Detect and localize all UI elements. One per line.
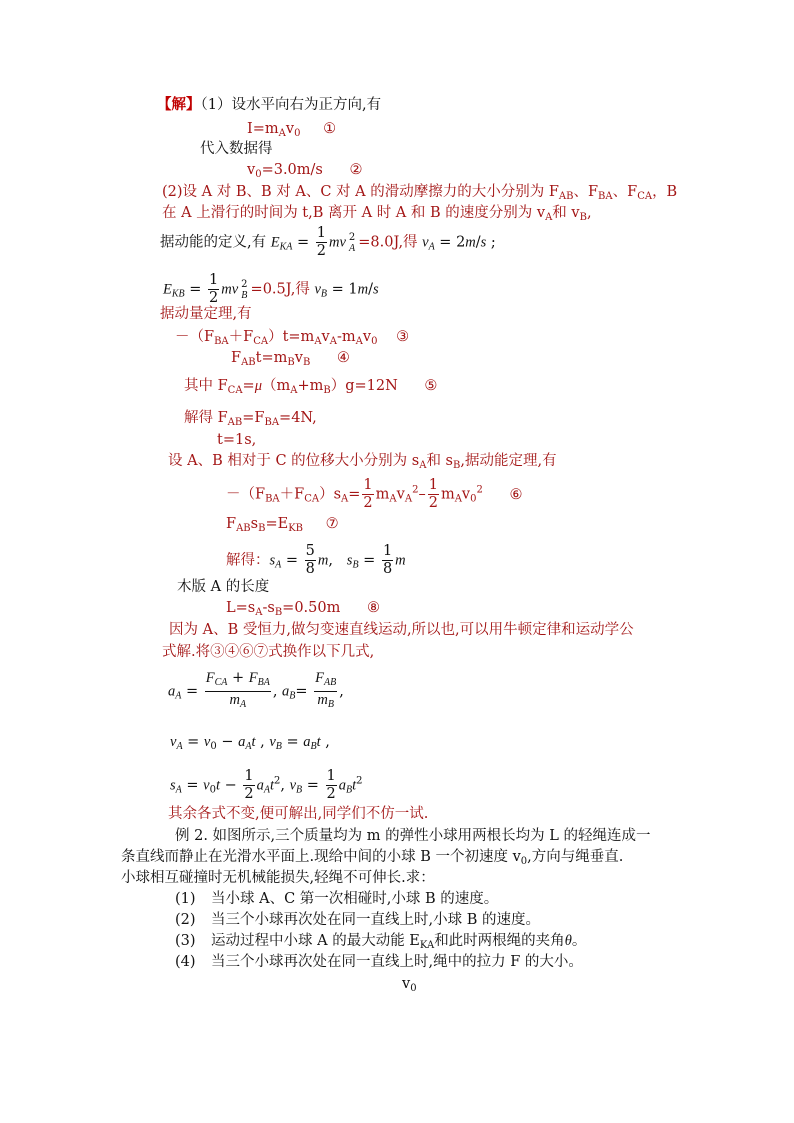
equals: =	[302, 777, 324, 794]
slash: /	[475, 234, 481, 251]
subscript: A	[290, 385, 298, 396]
symbol: t	[251, 734, 256, 750]
superscript: 2	[348, 231, 356, 243]
symbol: mv	[328, 234, 346, 251]
eq-text: =3.0m/s	[261, 162, 323, 178]
text: ,方向与绳垂直.	[527, 849, 624, 865]
eq-text: ）s	[319, 486, 342, 503]
p2-text: ,	[586, 205, 592, 221]
text: 设 A、B 相对于 C 的位移大小分别为 s	[168, 453, 420, 469]
subscript: A	[175, 690, 182, 702]
eq-text: F	[231, 350, 242, 366]
circled-number: ③	[396, 329, 410, 345]
numerator	[314, 670, 337, 692]
subscript: B	[274, 607, 283, 618]
eq-text: ＋F	[279, 486, 305, 503]
subscript: BA	[265, 493, 280, 505]
denominator: 8	[305, 561, 315, 577]
eq-text: v	[247, 162, 256, 178]
subscript: A	[329, 336, 337, 347]
fraction	[314, 670, 337, 713]
question-number: (4)	[175, 954, 196, 970]
symbol: F	[205, 670, 215, 686]
superscript: 2	[412, 484, 419, 496]
equation-7	[226, 515, 339, 538]
subscript: 0	[371, 336, 378, 347]
numerator: 1	[316, 225, 326, 241]
fraction	[316, 225, 327, 260]
subscript: KA	[279, 241, 293, 253]
subscript: B	[287, 357, 295, 368]
example2-line3: 小球相互碰撞时无机械能损失,轻绳不可伸长.求：	[121, 870, 435, 886]
subscript: 0	[520, 856, 528, 867]
bracket-open: 【	[157, 96, 172, 113]
eq-text: v	[362, 329, 372, 345]
symbol: m	[229, 692, 240, 708]
equals: =	[281, 734, 304, 750]
text: 条直线而静止在光滑水平面上.现给中间的小球 B 一个初速度 v	[121, 849, 521, 865]
denominator: 2	[428, 495, 438, 511]
eq-text: =4N,	[279, 410, 317, 426]
example2-line2	[121, 848, 623, 871]
symbol: t	[215, 777, 220, 794]
sup-sub	[348, 232, 356, 254]
slash: /	[368, 281, 373, 298]
end: ,	[339, 683, 344, 700]
symbol: a	[338, 777, 346, 794]
subscript: AB	[236, 523, 251, 534]
symbol: v	[269, 734, 276, 750]
equals: =	[281, 552, 303, 569]
displacement-formulas	[170, 768, 363, 803]
eq-text: s	[250, 516, 259, 532]
question-text: 和此时两根绳的夹角	[434, 933, 565, 949]
separator: ,	[328, 552, 347, 569]
question-text: 当三个小球再次处在同一直线上时,小球 B 的速度。	[211, 912, 540, 928]
subscript: AB	[324, 677, 337, 688]
symbol: s	[170, 777, 176, 794]
equation-6	[226, 477, 522, 512]
eq-text: -m	[336, 329, 356, 345]
equation-8	[226, 599, 380, 622]
question-text: 运动过程中小球 A 的最大动能 E	[211, 933, 420, 949]
subscript: B	[327, 699, 334, 710]
p2-text: 在 A 上滑行的时间为 t,B 离开 A 时 A 和 B 的速度分别为 v	[162, 205, 546, 221]
numerator: 5	[305, 543, 315, 559]
subscript: A	[419, 460, 427, 471]
fraction	[362, 477, 373, 512]
comma: ,	[255, 734, 270, 750]
eq-text: m	[440, 486, 455, 503]
denominator: 2	[363, 495, 373, 511]
circled-number: ④	[336, 350, 350, 366]
eq-text: I=m	[247, 121, 279, 137]
symbol: a	[256, 777, 264, 794]
equals: =	[295, 683, 313, 700]
symbol: F	[248, 670, 258, 686]
subscript: KB	[288, 523, 304, 534]
subscript: A	[239, 699, 247, 710]
subscript: A	[176, 741, 183, 752]
fraction	[243, 768, 254, 803]
p2-text: 和 v	[552, 205, 580, 221]
unit: m	[357, 281, 369, 298]
subscript: BA	[598, 191, 613, 202]
eq-text: ＋F	[228, 329, 254, 345]
subscript: B	[310, 741, 317, 752]
subscript: A	[275, 559, 282, 571]
unit: m	[395, 552, 406, 569]
eq-text: （m	[261, 378, 291, 394]
subscript: B	[241, 289, 248, 301]
question-2	[175, 911, 540, 929]
subscript: CA	[253, 336, 269, 347]
subscript: CA	[304, 493, 320, 505]
subscript: B	[323, 385, 331, 396]
substitute-text: 代入数据得	[200, 141, 273, 157]
heading-text: （1）设水平向右为正方向,有	[200, 97, 382, 113]
eq-text: =	[242, 378, 255, 394]
subscript: AB	[227, 417, 243, 428]
board-length-text: 木版 A 的长度	[177, 579, 270, 595]
unit: s	[480, 234, 487, 251]
eq-text: =	[348, 486, 361, 503]
part2-line1	[162, 183, 677, 206]
subscript: A	[175, 784, 182, 796]
subscript: CA	[214, 677, 228, 688]
equation-5	[184, 377, 437, 400]
time-result: t=1s,	[217, 432, 257, 448]
eq-text: 其中 F	[184, 378, 228, 394]
eq-text: -s	[262, 600, 275, 616]
eq-text: v	[461, 486, 471, 503]
subscript: A	[355, 336, 363, 347]
question-text: 当小球 A、C 第一次相碰时,小球 B 的速度。	[211, 891, 499, 907]
fraction	[208, 272, 219, 307]
question-number: (1)	[175, 891, 196, 907]
symbol: v	[314, 281, 321, 298]
circled-number: ⑤	[424, 378, 438, 394]
p2-text: (2)设 A 对 B、B 对 A、C 对 A 的滑动摩擦力的大小分别为 F	[162, 184, 559, 200]
momentum-theorem-text: 据动量定理,有	[160, 306, 252, 322]
symbol: m	[317, 692, 328, 708]
equals: =	[181, 777, 204, 794]
subscript: 0	[294, 128, 301, 139]
subscript: 0	[410, 983, 417, 994]
subscript: A	[389, 493, 397, 505]
subscript: A	[454, 493, 462, 505]
acceleration-formulas	[168, 670, 344, 713]
circled-number: ⑥	[509, 486, 523, 503]
subscript: B	[579, 212, 587, 223]
subscript: 0	[255, 169, 262, 180]
displacement-intro	[168, 452, 557, 475]
subscript: B	[296, 784, 303, 796]
symbol: mv	[221, 281, 239, 298]
mu-symbol: μ	[254, 378, 262, 394]
numerator: 1	[428, 477, 438, 493]
symbol: s	[269, 552, 276, 569]
unit: m	[317, 552, 329, 569]
equals: =	[184, 281, 207, 298]
subscript: B	[302, 357, 311, 368]
p2-text: 、F	[573, 184, 599, 200]
subscript: BA	[214, 336, 229, 347]
symbol: v	[422, 234, 429, 251]
question-number: (2)	[175, 912, 196, 928]
eq-text: L=s	[226, 600, 256, 616]
plus: +	[227, 670, 249, 686]
question-text: 当三个小球再次处在同一直线上时,绳中的拉力 F 的大小。	[211, 954, 583, 970]
text: 式换作以下几式,	[268, 644, 375, 660]
text: 解得：	[226, 552, 270, 569]
solution-label: 解	[171, 96, 186, 113]
alternate-method-line1: 因为 A、B 受恒力,做匀变速直线运动,所以也,可以用牛顿定律和运动学公	[169, 622, 634, 638]
solution-heading	[157, 96, 381, 114]
subscript: A	[341, 493, 349, 505]
numerator: 1	[363, 477, 373, 493]
subscript: 0	[470, 493, 477, 505]
figure-label-v0	[402, 975, 417, 998]
text: 式解.将	[162, 644, 211, 660]
eq-text: m	[375, 486, 390, 503]
subscript: B	[289, 690, 296, 702]
value: =8.0J,得	[358, 234, 423, 251]
subscript: A	[428, 241, 435, 253]
subscript: A	[245, 741, 252, 752]
superscript: 2	[476, 484, 483, 496]
text: 和 s	[426, 453, 454, 469]
subscript: KB	[171, 288, 185, 300]
eq-text: =F	[242, 410, 265, 426]
symbol: a	[168, 683, 176, 700]
subscript: A	[314, 336, 322, 347]
p2-text: 、F	[612, 184, 638, 200]
denominator	[205, 692, 271, 713]
eq-text: =0.50m	[282, 600, 341, 616]
kinetic-energy-a	[160, 225, 496, 260]
question-1	[175, 890, 498, 908]
symbol: v	[203, 777, 210, 794]
sup-sub	[240, 279, 248, 301]
subscript: B	[345, 784, 353, 796]
subscript: B	[320, 288, 327, 300]
subscript: A	[278, 128, 286, 139]
eq-text: －（F	[175, 329, 215, 345]
subscript: BA	[264, 417, 280, 428]
subscript: 0	[209, 784, 216, 796]
fraction	[428, 477, 439, 512]
eq-text: –	[418, 486, 426, 503]
text: ,据动能定理,有	[460, 453, 557, 469]
kinetic-energy-b	[163, 272, 379, 307]
equation-4	[231, 349, 350, 372]
eq-text: v	[294, 350, 303, 366]
circled-number: ②	[349, 162, 363, 178]
solve-displacements	[226, 543, 406, 578]
comma: ,	[280, 777, 290, 794]
remaining-text: 其余各式不变,便可解出,同学们不仿一试.	[168, 806, 429, 822]
symbol: v	[289, 777, 297, 794]
subscript: A	[404, 493, 413, 505]
symbol: E	[270, 234, 280, 251]
numerator: 1	[326, 768, 336, 784]
superscript: 2	[356, 775, 363, 787]
equals: =	[292, 234, 314, 251]
symbol: v	[203, 734, 211, 750]
subscript: A	[349, 242, 356, 254]
fraction	[326, 768, 337, 803]
eq-text: v	[396, 486, 405, 503]
example2-line1: 例 2. 如图所示,三个质量均为 m 的弹性小球用两根长均为 L 的轻绳连成一	[175, 828, 651, 844]
fraction	[205, 670, 271, 713]
question-number: (3)	[175, 933, 196, 949]
result: = 2	[434, 234, 466, 251]
symbol: t	[352, 777, 357, 794]
symbol: t	[316, 734, 321, 750]
subscript: CA	[227, 385, 243, 396]
denominator: 2	[316, 243, 326, 259]
equals: =	[181, 683, 203, 700]
circled-number: ⑦	[325, 516, 339, 532]
bracket-close: 】	[186, 96, 201, 113]
subscript: A	[545, 212, 553, 223]
circled-number: ①	[323, 121, 337, 137]
eq-text: 解得 F	[184, 410, 228, 426]
eq-text: +m	[297, 378, 324, 394]
eq-text: ）g=12N	[330, 378, 398, 394]
symbol: F	[315, 670, 325, 686]
circled-numbers: ③④⑥⑦	[210, 644, 269, 660]
eq-text: =E	[265, 516, 289, 532]
denominator: 2	[244, 786, 254, 802]
subscript: AB	[241, 357, 256, 368]
ke-def-text: 据动能的定义,有	[160, 234, 271, 251]
eq-text: ）t=m	[268, 329, 315, 345]
subscript: A	[263, 784, 270, 796]
eq-text: v	[321, 329, 330, 345]
alternate-method-line2	[162, 643, 374, 661]
numerator: 1	[382, 543, 393, 559]
numerator	[205, 670, 271, 692]
velocity-formulas	[170, 733, 330, 756]
value: =0.5J,得	[250, 281, 315, 298]
symbol: t	[269, 777, 274, 794]
minus: −	[216, 734, 239, 750]
comma: ,	[272, 683, 283, 700]
denominator: 8	[382, 561, 393, 577]
superscript: 2	[273, 775, 281, 787]
symbol: a	[303, 734, 311, 750]
equation-2	[247, 161, 362, 184]
equals: =	[358, 552, 380, 569]
eq-text: t=m	[255, 350, 288, 366]
subscript: B	[453, 460, 461, 471]
question-text: 。	[571, 933, 587, 949]
fraction	[382, 543, 393, 578]
eq-text: F	[226, 516, 237, 532]
question-3	[175, 932, 586, 955]
subscript: A	[255, 607, 263, 618]
result: = 1	[326, 281, 358, 298]
denominator	[314, 692, 337, 713]
subscript: B	[352, 559, 359, 571]
theta-symbol: θ	[564, 933, 572, 949]
subscript: CA	[637, 191, 653, 202]
subscript: B	[275, 741, 282, 752]
question-4	[175, 953, 583, 971]
superscript: 2	[241, 278, 248, 290]
subscript: KA	[419, 940, 435, 951]
equation-3	[175, 328, 409, 351]
symbol: E	[163, 281, 172, 298]
end: ,	[320, 734, 330, 750]
numerator: 1	[209, 272, 219, 288]
unit: m	[465, 234, 476, 251]
equals: =	[182, 734, 204, 750]
denominator: 2	[326, 786, 336, 802]
circled-number: ⑧	[366, 600, 380, 616]
subscript: B	[258, 523, 266, 534]
semicolon: ;	[486, 234, 496, 251]
symbol: s	[346, 552, 353, 569]
eq-text: v	[285, 121, 295, 137]
fraction	[305, 543, 316, 578]
subscript: 0	[210, 741, 217, 752]
subscript: AB	[558, 191, 574, 202]
part2-line2	[162, 204, 592, 227]
symbol: a	[282, 683, 290, 700]
symbol: v	[170, 734, 177, 750]
minus: −	[219, 777, 242, 794]
eq-text: －（F	[226, 486, 266, 503]
p2-text: ，B	[652, 184, 678, 200]
denominator: 2	[209, 290, 219, 306]
solve-forces	[184, 409, 317, 432]
symbol: v	[402, 976, 411, 992]
subscript: BA	[257, 677, 270, 688]
numerator: 1	[244, 768, 254, 784]
symbol: a	[238, 734, 246, 750]
unit: s	[372, 281, 379, 298]
